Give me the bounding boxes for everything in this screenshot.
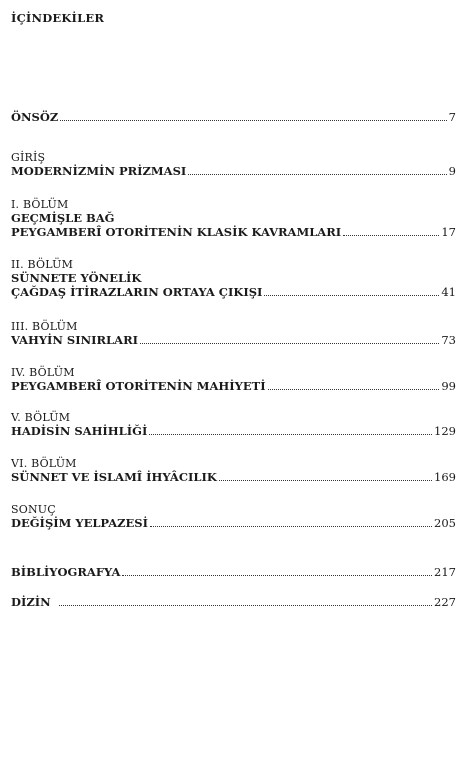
leader-dots <box>264 294 439 296</box>
toc-entry-bibliography <box>11 565 456 579</box>
leader-dots <box>59 604 432 606</box>
toc-entry-chapter-2 <box>11 258 456 299</box>
page-title: İÇİNDEKİLER <box>11 11 105 25</box>
toc-page-number: 7 <box>448 110 456 124</box>
toc-entry-title: HADİSİN SAHİHLİĞİ <box>11 424 148 438</box>
toc-line <box>11 225 456 239</box>
toc-section-label: SONUÇ <box>11 503 56 516</box>
leader-dots <box>149 433 432 435</box>
toc-entry-title: SÜNNET VE İSLAMÎ İHYÂCILIK <box>11 470 217 484</box>
toc-section-label: VI. BÖLÜM <box>11 457 77 470</box>
toc-entry-index <box>11 595 456 609</box>
leader-dots <box>188 173 446 175</box>
toc-line <box>11 285 456 299</box>
toc-entry-chapter-6 <box>11 457 456 484</box>
toc-page-number: 9 <box>448 164 456 178</box>
toc-entry-chapter-1 <box>11 198 456 239</box>
leader-dots <box>122 574 432 576</box>
toc-entry-subtitle: GEÇMİŞLE BAĞ <box>11 211 115 225</box>
toc-entry-title: DEĞİŞİM YELPAZESİ <box>11 516 148 530</box>
toc-section-label: GİRİŞ <box>11 151 46 164</box>
leader-dots <box>60 119 446 121</box>
leader-dots <box>219 479 432 481</box>
toc-page-number: 73 <box>441 333 456 347</box>
toc-entry-title: BİBLİYOGRAFYA <box>11 565 121 579</box>
toc-entry-conclusion <box>11 503 456 530</box>
toc-entry-introduction <box>11 151 456 178</box>
toc-entry-subtitle: SÜNNETE YÖNELİK <box>11 271 142 285</box>
toc-section-label: I. BÖLÜM <box>11 198 69 211</box>
toc-line <box>11 424 456 438</box>
leader-dots <box>343 234 439 236</box>
toc-section-label: III. BÖLÜM <box>11 320 78 333</box>
toc-line <box>11 333 456 347</box>
toc-page-number: 205 <box>434 516 456 530</box>
toc-line <box>11 379 456 393</box>
toc-line <box>11 565 456 579</box>
toc-entry-chapter-5 <box>11 411 456 438</box>
leader-dots <box>150 525 432 527</box>
leader-dots <box>140 342 439 344</box>
toc-entry-chapter-3 <box>11 320 456 347</box>
toc-page-number: 169 <box>434 470 456 484</box>
toc-page-number: 99 <box>441 379 456 393</box>
toc-page-number: 217 <box>434 565 456 579</box>
toc-section-label: II. BÖLÜM <box>11 258 74 271</box>
toc-entry-title: MODERNİZMİN PRİZMASI <box>11 164 187 178</box>
toc-entry-preface <box>11 110 456 124</box>
toc-entry-title: PEYGAMBERÎ OTORİTENİN KLASİK KAVRAMLARI <box>11 225 342 239</box>
toc-line <box>11 595 456 609</box>
toc-entry-chapter-4 <box>11 366 456 393</box>
leader-dots <box>268 388 440 390</box>
toc-line <box>11 110 456 124</box>
toc-entry-title: ÇAĞDAŞ İTİRAZLARIN ORTAYA ÇIKIŞI <box>11 285 263 299</box>
toc-entry-title: ÖNSÖZ <box>11 110 59 124</box>
toc-page-number: 17 <box>441 225 456 239</box>
toc-section-label: IV. BÖLÜM <box>11 366 75 379</box>
toc-page-number: 41 <box>441 285 456 299</box>
toc-line <box>11 470 456 484</box>
toc-section-label: V. BÖLÜM <box>11 411 71 424</box>
toc-page-number: 227 <box>434 595 456 609</box>
toc-page-number: 129 <box>434 424 456 438</box>
toc-entry-title: DİZİN <box>11 595 51 609</box>
toc-line <box>11 516 456 530</box>
toc-entry-title: VAHYİN SINIRLARI <box>11 333 138 347</box>
toc-entry-title: PEYGAMBERÎ OTORİTENİN MAHİYETİ <box>11 379 266 393</box>
toc-line <box>11 164 456 178</box>
